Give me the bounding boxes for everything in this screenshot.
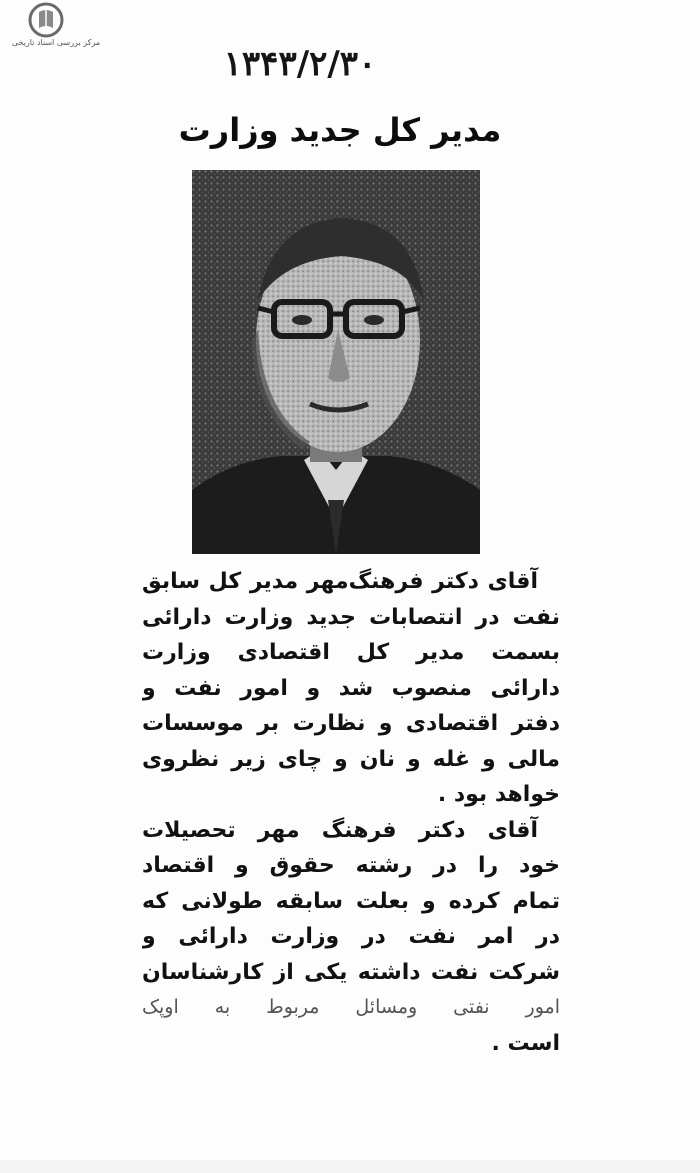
headline: مدیر کل جدید وزارت [178, 111, 502, 149]
article-line: آقای دکتر فرهنگ مهر تحصیلات [142, 817, 538, 843]
article-paragraph-1 [142, 564, 560, 813]
clipping-date: ۱۳۴۳/۲/۳۰ [223, 44, 377, 84]
article-line: دفتر اقتصادی و نظارت بر موسسات [142, 711, 560, 736]
article-line: آقای دکتر فرهنگ‌مهر مدیر کل سابق [142, 569, 538, 594]
article-line: بسمت مدیر کل اقتصادی وزارت [142, 640, 560, 665]
archive-seal-icon [26, 2, 66, 38]
scan-bottom-edge [0, 1160, 700, 1173]
article-line: دارائی منصوب شد و امور نفت و [142, 675, 560, 701]
portrait-photo [192, 170, 480, 554]
article-line: مالی و غله و نان و چای زیر نظروی [142, 746, 560, 772]
article-line: در امر نفت در وزارت دارائی و [142, 924, 560, 949]
archive-watermark [8, 2, 104, 54]
article-line: تمام کرده و بعلت سابقه طولانی که [142, 888, 560, 914]
article-body [142, 564, 560, 1061]
watermark-text: مرکز بررسی اسناد تاریخی [11, 38, 101, 47]
article-line: نفت در انتصابات جدید وزارت دارائی [142, 604, 560, 630]
article-paragraph-2 [142, 813, 560, 1062]
article-line: امور نفتی ومسائل مربوط به اوپک [142, 996, 560, 1018]
article-line: است . [491, 1030, 560, 1056]
portrait-image [192, 170, 480, 554]
article-line: شرکت نفت داشته یکی از کارشناسان [142, 959, 560, 985]
article-line: خود را در رشته حقوق و اقتصاد [142, 853, 560, 878]
article-line: خواهد بود . [437, 782, 560, 807]
